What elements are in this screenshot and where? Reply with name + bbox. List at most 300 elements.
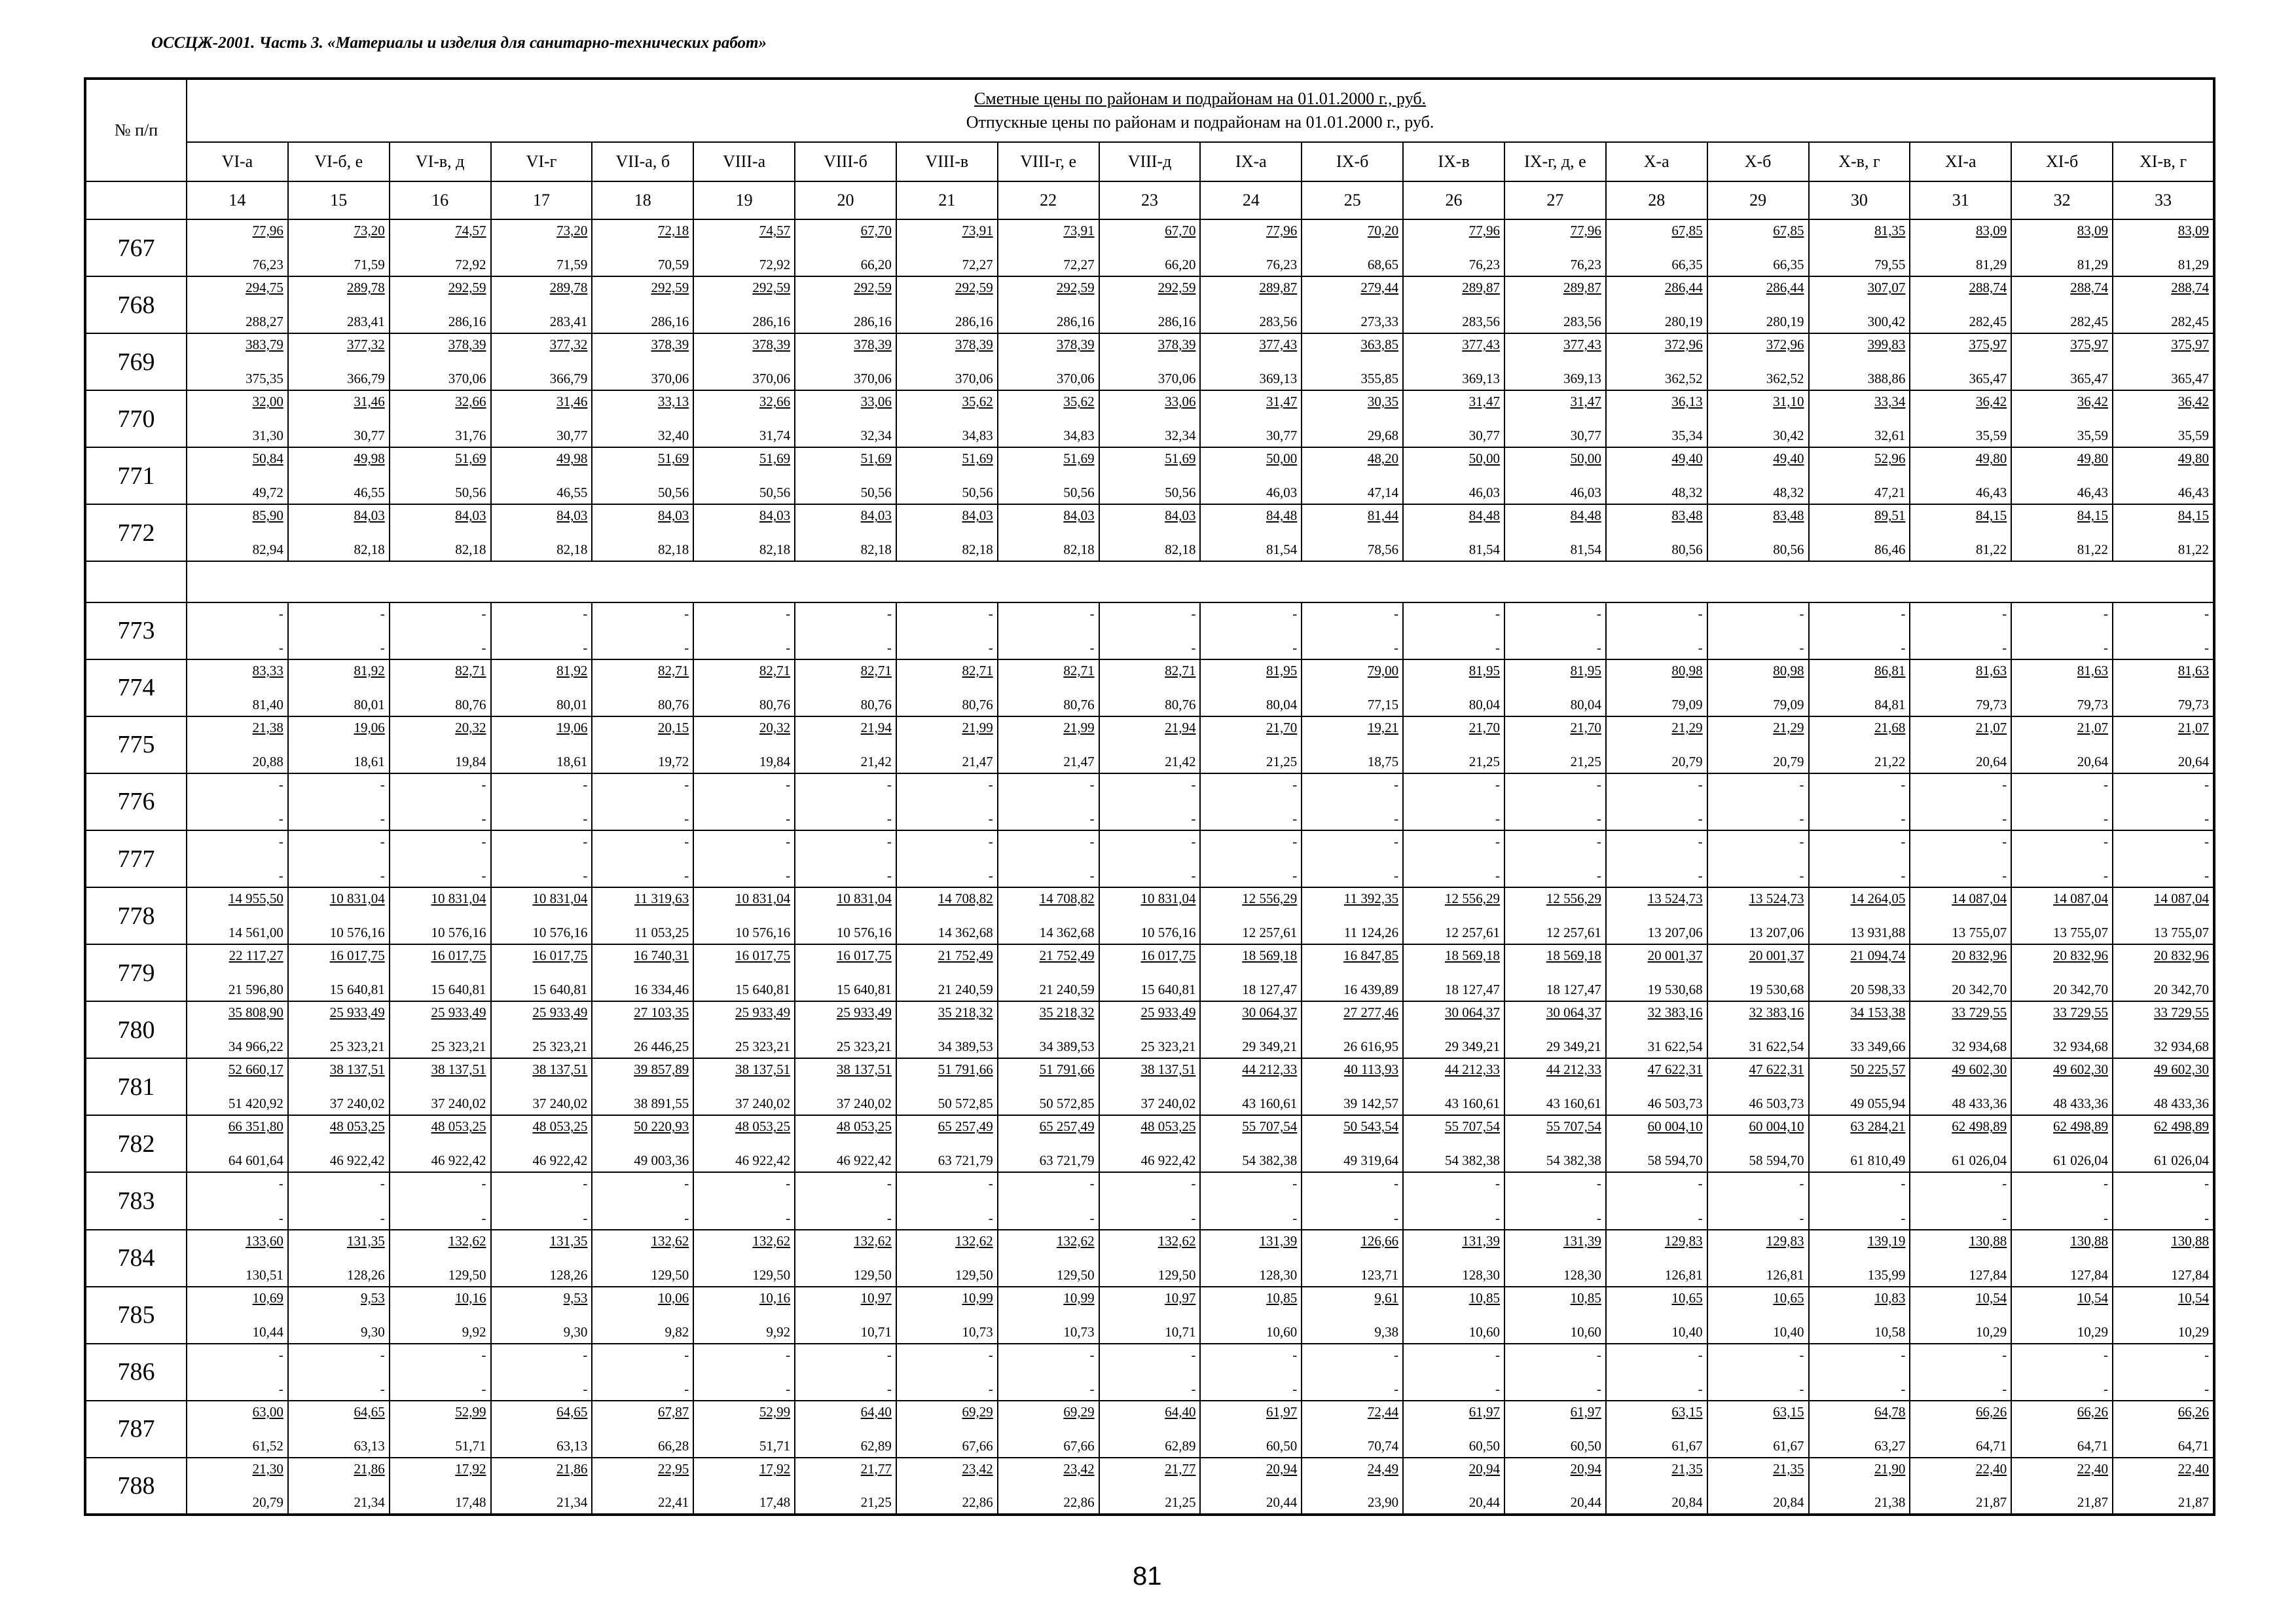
release-price: 283,41 xyxy=(346,314,385,330)
price-cell xyxy=(2113,504,2214,561)
price-cell xyxy=(1302,1115,1403,1172)
price-cell xyxy=(998,1115,1099,1172)
price-cell xyxy=(998,1058,1099,1115)
estimated-price: 74,57 xyxy=(455,223,486,238)
price-cell xyxy=(998,716,1099,773)
price-cell xyxy=(795,504,896,561)
estimated-price: - xyxy=(2104,833,2109,849)
price-cell xyxy=(187,447,288,504)
price-cell xyxy=(2011,602,2113,659)
release-price: - xyxy=(1394,1380,1399,1397)
release-price: 283,56 xyxy=(1563,314,1601,330)
release-price: - xyxy=(1292,1209,1298,1226)
price-cell xyxy=(1606,716,1707,773)
release-price: - xyxy=(1596,810,1601,826)
price-cell xyxy=(1099,944,1201,1001)
estimated-price: - xyxy=(1901,1175,1906,1192)
estimated-price: - xyxy=(1596,833,1601,849)
release-price: - xyxy=(380,1380,385,1397)
estimated-price: 84,03 xyxy=(354,507,385,524)
estimated-price: - xyxy=(1089,605,1095,621)
estimated-price: 21,35 xyxy=(1773,1460,1804,1477)
release-price: 128,30 xyxy=(1563,1266,1601,1283)
release-price: 18 127,47 xyxy=(1444,982,1500,998)
estimated-price: 84,03 xyxy=(962,507,993,524)
price-cell xyxy=(288,1287,390,1344)
release-price: 32,34 xyxy=(860,428,892,444)
release-price: 46 922,42 xyxy=(532,1153,588,1169)
release-price: - xyxy=(1495,1380,1500,1397)
release-prices-caption: Отпускные цены по районам и подрайонам на 01.01.2000 г., руб. xyxy=(966,113,1434,132)
release-price: 61 026,04 xyxy=(2053,1153,2109,1169)
release-price: 68,65 xyxy=(1367,257,1399,273)
estimated-price: 10,99 xyxy=(1063,1289,1095,1306)
price-cell xyxy=(1606,1401,1707,1458)
estimated-price: 77,96 xyxy=(1266,223,1298,238)
price-cell xyxy=(1200,659,1302,716)
price-cell xyxy=(1910,944,2011,1001)
release-price: 370,06 xyxy=(854,371,892,387)
price-cell xyxy=(693,1401,795,1458)
release-price: 60,50 xyxy=(1570,1437,1601,1454)
estimated-price: 378,39 xyxy=(752,337,791,353)
estimated-price: - xyxy=(481,1346,486,1363)
price-cell xyxy=(1504,1230,1606,1287)
price-cell xyxy=(1606,944,1707,1001)
estimated-price: 50 220,93 xyxy=(634,1118,689,1135)
estimated-price: 36,42 xyxy=(2178,394,2210,410)
estimated-price: 10,65 xyxy=(1773,1289,1804,1306)
release-price: 14 561,00 xyxy=(228,925,283,941)
estimated-price: 48 053,25 xyxy=(431,1118,486,1135)
release-price: 79,73 xyxy=(2077,696,2109,712)
estimated-price: 84,48 xyxy=(1266,507,1298,524)
release-price: 26 446,25 xyxy=(634,1039,689,1055)
release-price: - xyxy=(1698,868,1703,884)
price-cell xyxy=(1099,333,1201,390)
estimated-price: - xyxy=(786,1175,791,1192)
price-cell xyxy=(1910,333,2011,390)
release-price: 46,43 xyxy=(2178,485,2210,501)
estimated-price: 64,78 xyxy=(1874,1403,1906,1420)
estimated-price: - xyxy=(583,605,588,621)
release-price: 48,32 xyxy=(1773,485,1804,501)
price-cell xyxy=(693,1230,795,1287)
estimated-price: 372,96 xyxy=(1766,337,1804,353)
estimated-price: 81,92 xyxy=(556,662,588,678)
estimated-price: - xyxy=(1191,833,1196,849)
price-cell xyxy=(1707,1401,1809,1458)
price-cell xyxy=(1707,1172,1809,1229)
price-cell xyxy=(592,1058,693,1115)
release-price: 80,01 xyxy=(354,696,385,712)
release-price: - xyxy=(1089,639,1095,655)
price-cell xyxy=(1504,1001,1606,1058)
release-price: 23,90 xyxy=(1367,1494,1399,1510)
region-header: VI-г xyxy=(491,142,592,181)
price-cell xyxy=(187,1458,288,1515)
release-price: 126,81 xyxy=(1766,1266,1804,1283)
release-price: - xyxy=(583,639,588,655)
price-cell xyxy=(693,504,795,561)
release-price: 283,56 xyxy=(1259,314,1298,330)
price-cell xyxy=(187,830,288,887)
release-price: - xyxy=(2002,1209,2007,1226)
release-price: 37 240,02 xyxy=(329,1096,385,1112)
price-cell xyxy=(1403,716,1504,773)
price-cell xyxy=(288,830,390,887)
price-cell xyxy=(1403,1287,1504,1344)
price-cell xyxy=(390,333,491,390)
release-price: 81,29 xyxy=(1975,257,2007,273)
estimated-price: 16 017,75 xyxy=(532,948,588,964)
estimated-price: - xyxy=(278,605,283,621)
estimated-price: 69,29 xyxy=(1063,1403,1095,1420)
release-price: 21,38 xyxy=(1874,1494,1906,1510)
estimated-price: 132,62 xyxy=(1056,1232,1095,1249)
release-price: 64,71 xyxy=(2178,1437,2210,1454)
price-cell xyxy=(1200,219,1302,276)
release-price: 46 503,73 xyxy=(1647,1096,1703,1112)
release-price: 20,64 xyxy=(1975,753,2007,769)
price-cell xyxy=(1403,1230,1504,1287)
price-cell xyxy=(1504,1172,1606,1229)
price-cell xyxy=(1504,1401,1606,1458)
release-price: 50,56 xyxy=(860,485,892,501)
price-cell xyxy=(2011,716,2113,773)
release-price: 82,18 xyxy=(455,542,486,558)
release-price: 128,30 xyxy=(1259,1266,1298,1283)
estimated-price: 31,47 xyxy=(1266,394,1298,410)
column-number: 31 xyxy=(1910,181,2011,219)
price-cell xyxy=(2113,1458,2214,1515)
estimated-price: - xyxy=(1698,776,1703,792)
release-price: 76,23 xyxy=(1570,257,1601,273)
release-price: 21 240,59 xyxy=(938,982,993,998)
estimated-price: 20,94 xyxy=(1570,1460,1601,1477)
release-price: - xyxy=(1698,810,1703,826)
price-cell xyxy=(1809,1401,1910,1458)
estimated-price: 32 383,16 xyxy=(1647,1005,1703,1021)
price-cell xyxy=(1910,1401,2011,1458)
estimated-price: 21,38 xyxy=(252,719,283,735)
release-price: - xyxy=(380,639,385,655)
estimated-price: 44 212,33 xyxy=(1444,1061,1500,1078)
estimated-price: 12 556,29 xyxy=(1444,891,1500,907)
release-price: 20 342,70 xyxy=(1952,982,2007,998)
release-price: 10,73 xyxy=(962,1323,993,1340)
estimated-price: 36,42 xyxy=(1975,394,2007,410)
estimated-price: 31,47 xyxy=(1570,394,1601,410)
release-price: 63 721,79 xyxy=(938,1153,993,1169)
price-cell xyxy=(1606,887,1707,944)
release-price: - xyxy=(1394,639,1399,655)
price-cell xyxy=(1707,219,1809,276)
region-header: VIII-г, е xyxy=(998,142,1099,181)
release-price: 46,03 xyxy=(1266,485,1298,501)
estimated-price: 50 543,54 xyxy=(1343,1118,1399,1135)
estimated-price: 13 524,73 xyxy=(1749,891,1804,907)
estimated-price: 86,81 xyxy=(1874,662,1906,678)
column-number: 25 xyxy=(1302,181,1403,219)
release-price: 10,58 xyxy=(1874,1323,1906,1340)
estimated-price: 52 660,17 xyxy=(228,1061,283,1078)
estimated-price: 33,34 xyxy=(1874,394,1906,410)
price-cell xyxy=(795,1230,896,1287)
release-price: - xyxy=(1191,1380,1196,1397)
estimated-price: 51,69 xyxy=(1063,451,1095,467)
release-price: 10,29 xyxy=(2178,1323,2210,1340)
release-price: 46,03 xyxy=(1570,485,1601,501)
price-cell xyxy=(288,1458,390,1515)
release-price: 21,42 xyxy=(1165,753,1196,769)
estimated-price: 48 053,25 xyxy=(1140,1118,1196,1135)
estimated-price: 65 257,49 xyxy=(1039,1118,1095,1135)
price-cell xyxy=(998,887,1099,944)
release-price: 79,55 xyxy=(1874,257,1906,273)
release-price: 282,45 xyxy=(1969,314,2007,330)
release-price: 80,76 xyxy=(1063,696,1095,712)
table-row xyxy=(85,887,2214,944)
price-cell xyxy=(1707,887,1809,944)
price-cell xyxy=(1403,276,1504,333)
estimated-price: - xyxy=(2002,1346,2007,1363)
price-cell xyxy=(1302,1344,1403,1401)
estimated-price: 21,30 xyxy=(252,1460,283,1477)
estimated-price: 35 218,32 xyxy=(938,1005,993,1021)
price-cell xyxy=(1606,1287,1707,1344)
release-price: - xyxy=(380,810,385,826)
estimated-price: - xyxy=(886,605,892,621)
price-cell xyxy=(1504,1458,1606,1515)
price-cell xyxy=(1809,716,1910,773)
release-price: 80,76 xyxy=(860,696,892,712)
price-cell xyxy=(1302,887,1403,944)
estimated-price: 63,00 xyxy=(252,1403,283,1420)
release-price: 22,41 xyxy=(657,1494,689,1510)
release-price: 20,44 xyxy=(1570,1494,1601,1510)
estimated-price: 30,35 xyxy=(1367,394,1399,410)
price-cell xyxy=(1504,1344,1606,1401)
price-cell xyxy=(1707,716,1809,773)
release-price: 370,06 xyxy=(1157,371,1196,387)
estimated-price: - xyxy=(2002,776,2007,792)
estimated-price: 378,39 xyxy=(1157,337,1196,353)
table-row xyxy=(85,716,2214,773)
price-cell xyxy=(1200,1115,1302,1172)
estimated-price: 33 729,55 xyxy=(2154,1005,2210,1021)
estimated-price: 21 752,49 xyxy=(1039,948,1095,964)
release-price: 64 601,64 xyxy=(228,1153,283,1169)
price-cell xyxy=(795,716,896,773)
estimated-price: - xyxy=(1901,833,1906,849)
release-price: 46,55 xyxy=(556,485,588,501)
release-price: - xyxy=(786,639,791,655)
estimated-price: - xyxy=(1799,1175,1804,1192)
release-price: 79,73 xyxy=(1975,696,2007,712)
release-price: 14 362,68 xyxy=(938,925,993,941)
release-price: 82,18 xyxy=(556,542,588,558)
table-row xyxy=(85,447,2214,504)
estimated-price: 48 053,25 xyxy=(836,1118,892,1135)
release-price: 10 576,16 xyxy=(1140,925,1196,941)
price-cell xyxy=(390,602,491,659)
estimated-price: 13 524,73 xyxy=(1647,891,1703,907)
estimated-price: - xyxy=(684,605,689,621)
estimated-price: 31,10 xyxy=(1773,394,1804,410)
release-price: 362,52 xyxy=(1766,371,1804,387)
estimated-price: 25 933,49 xyxy=(431,1005,486,1021)
table-row xyxy=(85,773,2214,830)
column-number: 21 xyxy=(896,181,998,219)
estimated-price: 80,98 xyxy=(1671,662,1703,678)
estimated-price: - xyxy=(684,833,689,849)
release-price: 50,56 xyxy=(657,485,689,501)
release-price: 388,86 xyxy=(1867,371,1906,387)
estimated-price: 84,48 xyxy=(1468,507,1500,524)
price-cell xyxy=(1403,447,1504,504)
release-price: 29,68 xyxy=(1367,428,1399,444)
price-cell xyxy=(1302,716,1403,773)
estimated-price: 82,71 xyxy=(759,662,791,678)
price-cell xyxy=(592,333,693,390)
release-price: 81,29 xyxy=(2178,257,2210,273)
release-price: - xyxy=(1089,1209,1095,1226)
release-price: 49 055,94 xyxy=(1850,1096,1906,1112)
release-price: 20,79 xyxy=(1773,753,1804,769)
estimated-price: 49,80 xyxy=(2077,451,2109,467)
release-price: 81,22 xyxy=(1975,542,2007,558)
estimated-price: - xyxy=(1799,833,1804,849)
estimated-price: 21,07 xyxy=(2077,719,2109,735)
price-cell xyxy=(2113,1058,2214,1115)
estimated-prices-caption: Сметные цены по районам и подрайонам на 01.01.2000 г., руб. xyxy=(974,89,1427,108)
price-cell xyxy=(896,773,998,830)
estimated-price: 21,86 xyxy=(556,1460,588,1477)
price-cell xyxy=(2113,1230,2214,1287)
price-cell xyxy=(693,1058,795,1115)
release-price: 76,23 xyxy=(1266,257,1298,273)
price-cell xyxy=(1302,1401,1403,1458)
release-price: 20,84 xyxy=(1773,1494,1804,1510)
column-number: 28 xyxy=(1606,181,1707,219)
release-price: 82,18 xyxy=(759,542,791,558)
price-cell xyxy=(1200,830,1302,887)
estimated-price: - xyxy=(380,776,385,792)
release-price: 9,92 xyxy=(462,1323,486,1340)
estimated-price: 50,00 xyxy=(1570,451,1601,467)
price-cell xyxy=(1504,1115,1606,1172)
price-cell xyxy=(390,390,491,447)
release-price: 25 323,21 xyxy=(329,1039,385,1055)
release-price: 370,06 xyxy=(752,371,791,387)
price-cell xyxy=(795,447,896,504)
release-price: 82,18 xyxy=(1165,542,1196,558)
estimated-price: 10 831,04 xyxy=(532,891,588,907)
price-cell xyxy=(592,716,693,773)
release-price: 64,71 xyxy=(1975,1437,2007,1454)
price-cell xyxy=(1606,773,1707,830)
estimated-price: 289,78 xyxy=(346,280,385,296)
release-price: 21,34 xyxy=(556,1494,588,1510)
release-price: 16 439,89 xyxy=(1343,982,1399,998)
estimated-price: 32,66 xyxy=(759,394,791,410)
estimated-price: 82,71 xyxy=(1063,662,1095,678)
estimated-price: 21,70 xyxy=(1468,719,1500,735)
price-cell xyxy=(187,390,288,447)
estimated-price: 10 831,04 xyxy=(329,891,385,907)
price-cell xyxy=(1707,333,1809,390)
estimated-price: - xyxy=(1901,1346,1906,1363)
estimated-price: - xyxy=(583,1346,588,1363)
release-price: 61 026,04 xyxy=(1952,1153,2007,1169)
release-price: 50,56 xyxy=(962,485,993,501)
price-cell xyxy=(693,773,795,830)
release-price: - xyxy=(278,1380,283,1397)
table-row xyxy=(85,1458,2214,1515)
price-cell xyxy=(693,390,795,447)
price-cell xyxy=(2113,830,2214,887)
estimated-price: 25 933,49 xyxy=(1140,1005,1196,1021)
price-table xyxy=(84,77,2215,1516)
release-price: 32,61 xyxy=(1874,428,1906,444)
price-cell xyxy=(491,659,592,716)
release-price: 72,27 xyxy=(962,257,993,273)
release-price: 14 362,68 xyxy=(1039,925,1095,941)
estimated-price: 82,71 xyxy=(962,662,993,678)
estimated-price: 34 153,38 xyxy=(1850,1005,1906,1021)
release-price: - xyxy=(380,868,385,884)
release-price: 82,18 xyxy=(354,542,385,558)
table-row xyxy=(85,333,2214,390)
price-cell xyxy=(1302,1458,1403,1515)
row-number: 779 xyxy=(85,944,187,1001)
estimated-price: 81,44 xyxy=(1367,507,1399,524)
estimated-price: 49,98 xyxy=(556,451,588,467)
release-price: 283,41 xyxy=(549,314,588,330)
price-cell xyxy=(390,887,491,944)
release-price: 81,22 xyxy=(2077,542,2109,558)
price-cell xyxy=(1809,887,1910,944)
region-header: VIII-д xyxy=(1099,142,1201,181)
price-cell xyxy=(1504,390,1606,447)
release-price: 9,92 xyxy=(766,1323,791,1340)
estimated-price: 20,94 xyxy=(1468,1460,1500,1477)
estimated-price: 67,85 xyxy=(1773,223,1804,238)
estimated-price: 21 752,49 xyxy=(938,948,993,964)
price-cell xyxy=(1504,447,1606,504)
estimated-price: 49 602,30 xyxy=(2053,1061,2109,1078)
release-price: - xyxy=(1495,639,1500,655)
estimated-price: 82,71 xyxy=(1165,662,1196,678)
estimated-price: 83,09 xyxy=(2178,223,2210,238)
release-price: 32 934,68 xyxy=(2154,1039,2210,1055)
price-cell xyxy=(1910,716,2011,773)
estimated-price: 16 017,75 xyxy=(836,948,892,964)
price-cell xyxy=(390,504,491,561)
price-cell xyxy=(1200,602,1302,659)
estimated-price: 16 017,75 xyxy=(1140,948,1196,964)
estimated-price: - xyxy=(988,1175,993,1192)
column-number: 18 xyxy=(592,181,693,219)
estimated-price: 31,46 xyxy=(556,394,588,410)
estimated-price: 18 569,18 xyxy=(1444,948,1500,964)
price-cell xyxy=(390,219,491,276)
release-price: - xyxy=(2104,1209,2109,1226)
release-price: 70,74 xyxy=(1367,1437,1399,1454)
price-cell xyxy=(1200,1172,1302,1229)
price-cell xyxy=(491,504,592,561)
